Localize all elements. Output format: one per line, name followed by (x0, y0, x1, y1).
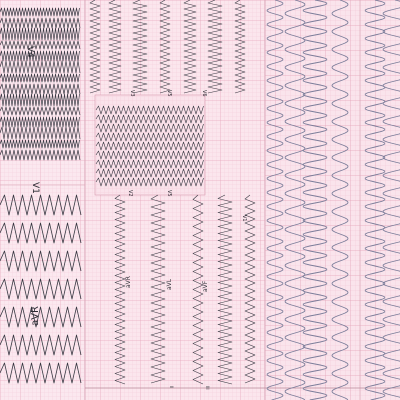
lead-label-v2: V2 (127, 190, 133, 197)
lead-label-v4: V4 (25, 46, 35, 58)
lead-label-avr-small: aVR (125, 276, 132, 288)
lead-label-v1: V1 (30, 182, 40, 194)
lead-label-v3: V3 (129, 90, 135, 97)
lead-label-iii: III (205, 386, 210, 390)
lead-label-v6: V6 (201, 90, 207, 97)
lead-label-v5: V5 (166, 90, 172, 97)
ecg-sheet-right (260, 0, 400, 400)
lead-label-avr: aVR (30, 306, 41, 326)
ecg-sheet-middle (85, 0, 265, 400)
lead-label-ii: II (169, 386, 174, 389)
lead-label-v1-right: V1 (241, 215, 247, 222)
lead-label-avf: aVF (202, 280, 209, 292)
lead-label-avl: aVL (166, 278, 173, 290)
lead-label-v5-lower: V5 (166, 190, 172, 197)
